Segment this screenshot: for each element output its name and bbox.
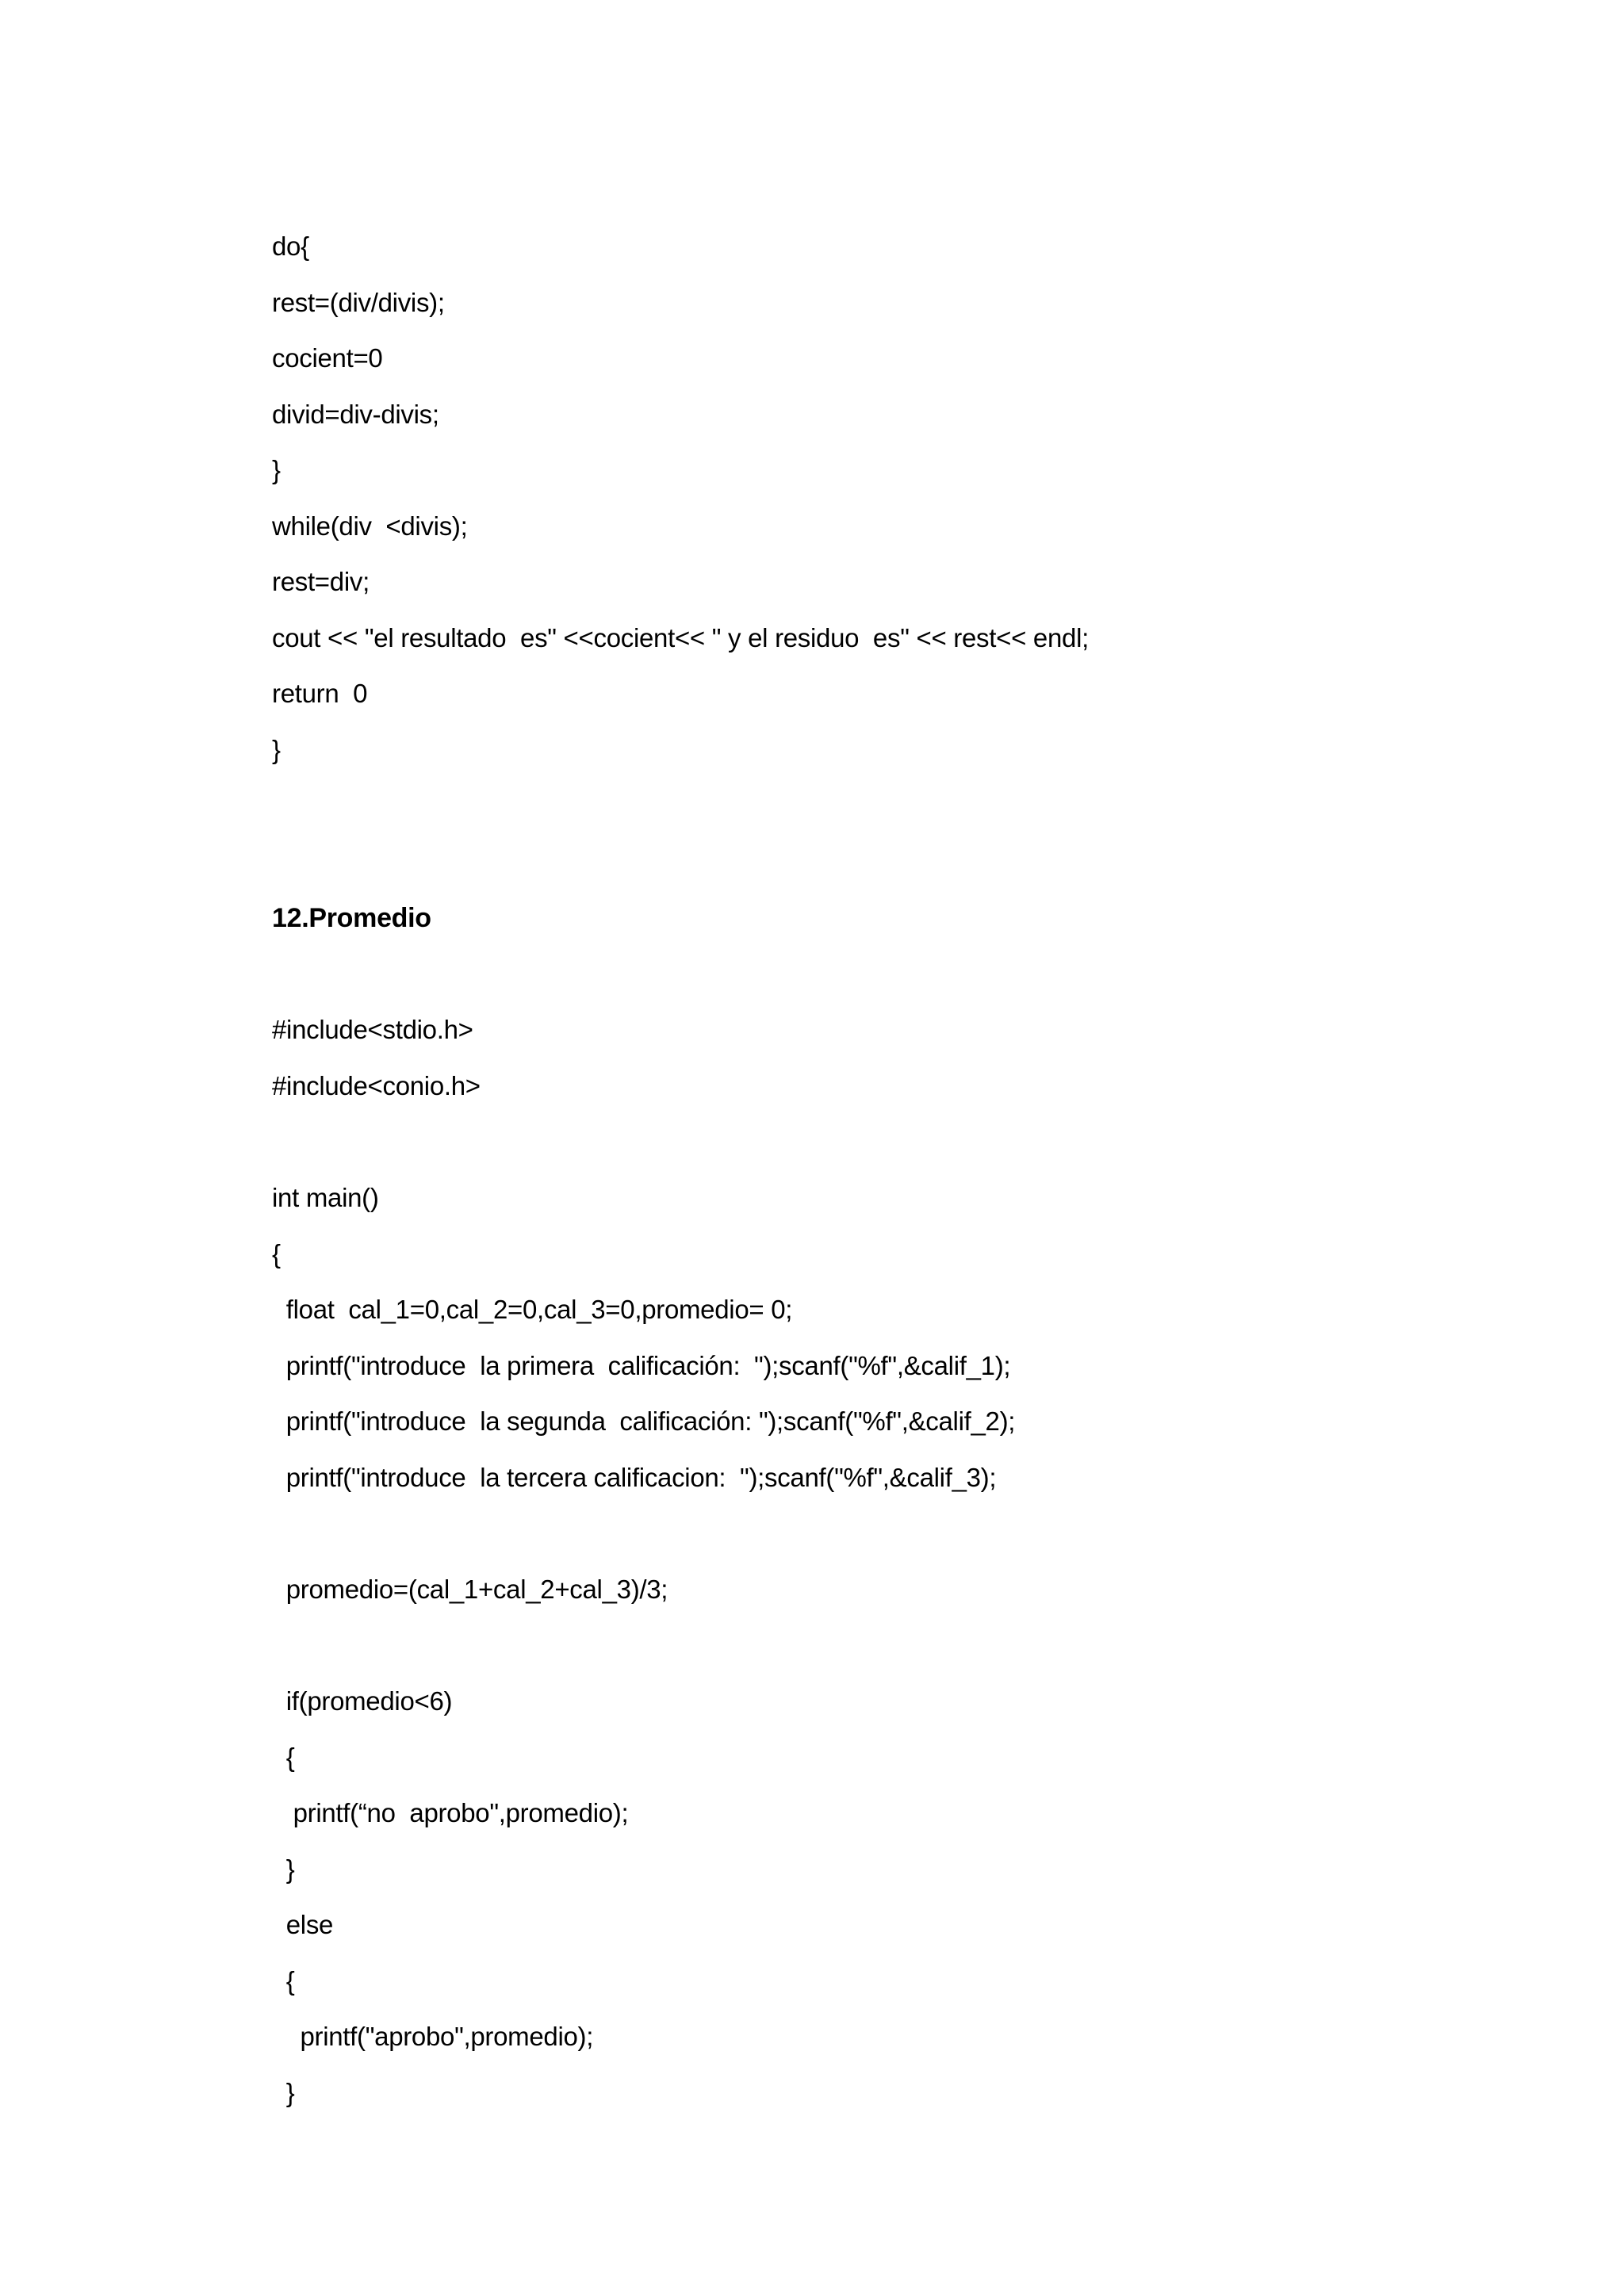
code-line: promedio=(cal_1+cal_2+cal_3)/3;: [272, 1575, 668, 1604]
code-line: return 0: [272, 679, 368, 708]
code-line: float cal_1=0,cal_2=0,cal_3=0,promedio= 0;: [272, 1295, 793, 1324]
code-line: }: [272, 1854, 295, 1884]
code-line: printf("introduce la tercera calificacion: ");scanf("%f",&calif_3);: [272, 1463, 997, 1492]
section-heading: 12.Promedio: [272, 903, 431, 933]
code-line: rest=div;: [272, 567, 370, 596]
code-line: {: [272, 1966, 295, 1996]
code-line: }: [272, 735, 281, 764]
code-line: printf("introduce la primera calificación: ");scanf("%f",&calif_1);: [272, 1351, 1011, 1380]
code-line: divid=div-divis;: [272, 400, 439, 429]
code-line: #include<stdio.h>: [272, 1015, 473, 1044]
code-line: rest=(div/divis);: [272, 288, 445, 317]
code-line: while(div <divis);: [272, 511, 468, 541]
code-line: }: [272, 455, 281, 484]
code-line: }: [272, 2078, 295, 2107]
code-line: printf("introduce la segunda calificación: ");scanf("%f",&calif_2);: [272, 1406, 1016, 1436]
code-line: if(promedio<6): [272, 1686, 453, 1716]
code-line: {: [272, 1239, 281, 1269]
code-line: cocient=0: [272, 343, 383, 373]
code-line: printf(“no aprobo",promedio);: [272, 1798, 629, 1827]
code-line: do{: [272, 232, 309, 261]
code-line: #include<conio.h>: [272, 1071, 481, 1100]
code-line: else: [272, 1910, 334, 1939]
code-line: printf("aprobo",promedio);: [272, 2022, 594, 2051]
code-line: int main(): [272, 1183, 379, 1212]
code-line: {: [272, 1743, 295, 1772]
code-line: cout << "el resultado es" <<cocient<< " y el residuo es" << rest<< endl;: [272, 623, 1089, 652]
